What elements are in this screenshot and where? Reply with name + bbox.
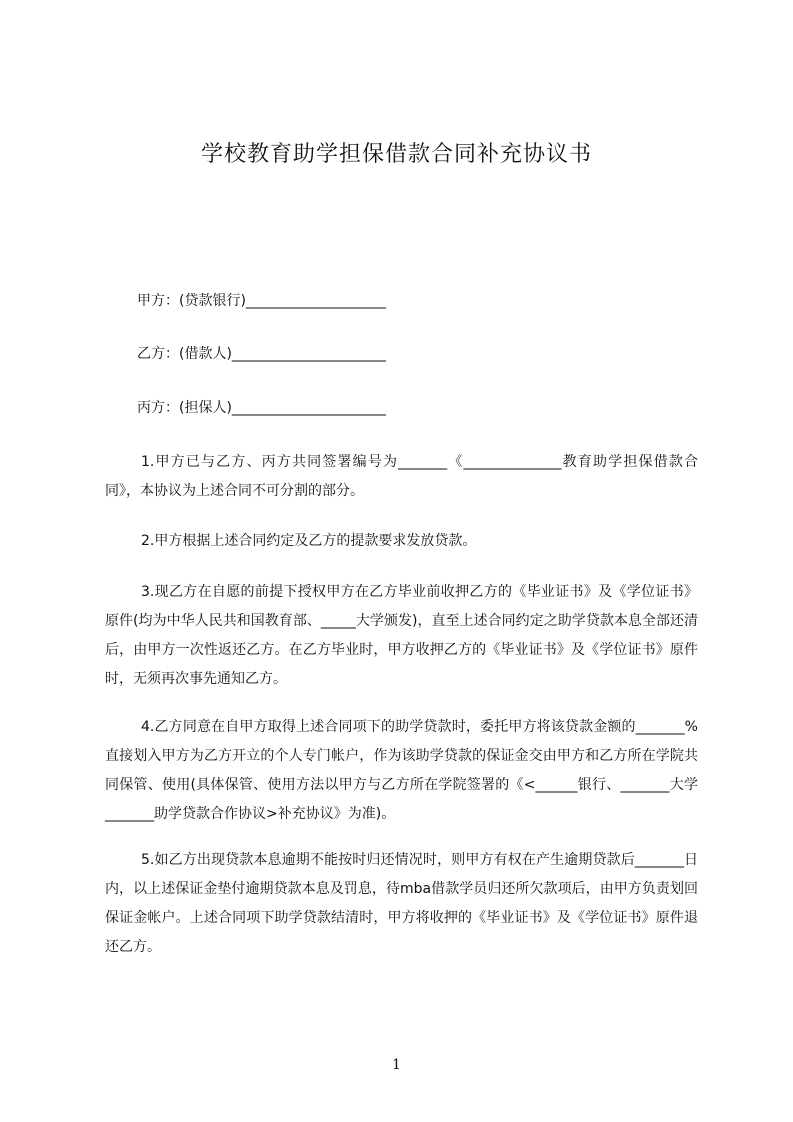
clause-4: 4.乙方同意在自甲方取得上述合同项下的助学贷款时，委托甲方将该贷款金额的_______%直接划入甲方为乙方开立的个人专门帐户，作为该助学贷款的保证金交由甲方和乙方所在学院共同保管、使用(具体保管、使用方法以甲方与乙方所在学院签署的《<______银行、_______大学_______助学贷款合作协议>补充协议》为准)。 [105,719,698,822]
clause-1: 1.甲方已与乙方、丙方共同签署编号为_______《______________教育助学担保借款合同》，本协议为上述合同不可分割的部分。 [105,454,698,499]
document-title: 学校教育助学担保借款合同补充协议书 [200,142,592,167]
clause-2: 2.甲方根据上述合同约定及乙方的提款要求发放贷款。 [141,533,477,549]
clause-5: 5.如乙方出现贷款本息逾期不能按时归还情况时，则甲方有权在产生逾期贷款后_______日内，以上述保证金垫付逾期贷款本息及罚息，待mba借款学员归还所欠款项后，由甲方负责划回保证金帐户。上述合同项下助学贷款结清时，甲方将收押的《毕业证书》及《学位证书》原件退还乙方。 [105,852,698,955]
party-b-line: 乙方：(借款人)______________________ [137,346,386,362]
party-a-line: 甲方：(贷款银行)____________________ [137,293,386,309]
page-number: 1 [392,1057,401,1073]
clause-3: 3.现乙方在自愿的前提下授权甲方在乙方毕业前收押乙方的《毕业证书》及《学位证书》原件(均为中华人民共和国教育部、_____大学颁发)，直至上述合同约定之助学贷款本息全部还清后，由甲方一次性返还乙方。在乙方毕业时，甲方收押乙方的《毕业证书》及《学位证书》原件时，无须再次事先通知乙方。 [105,584,698,687]
party-c-line: 丙方：(担保人)______________________ [137,400,386,416]
